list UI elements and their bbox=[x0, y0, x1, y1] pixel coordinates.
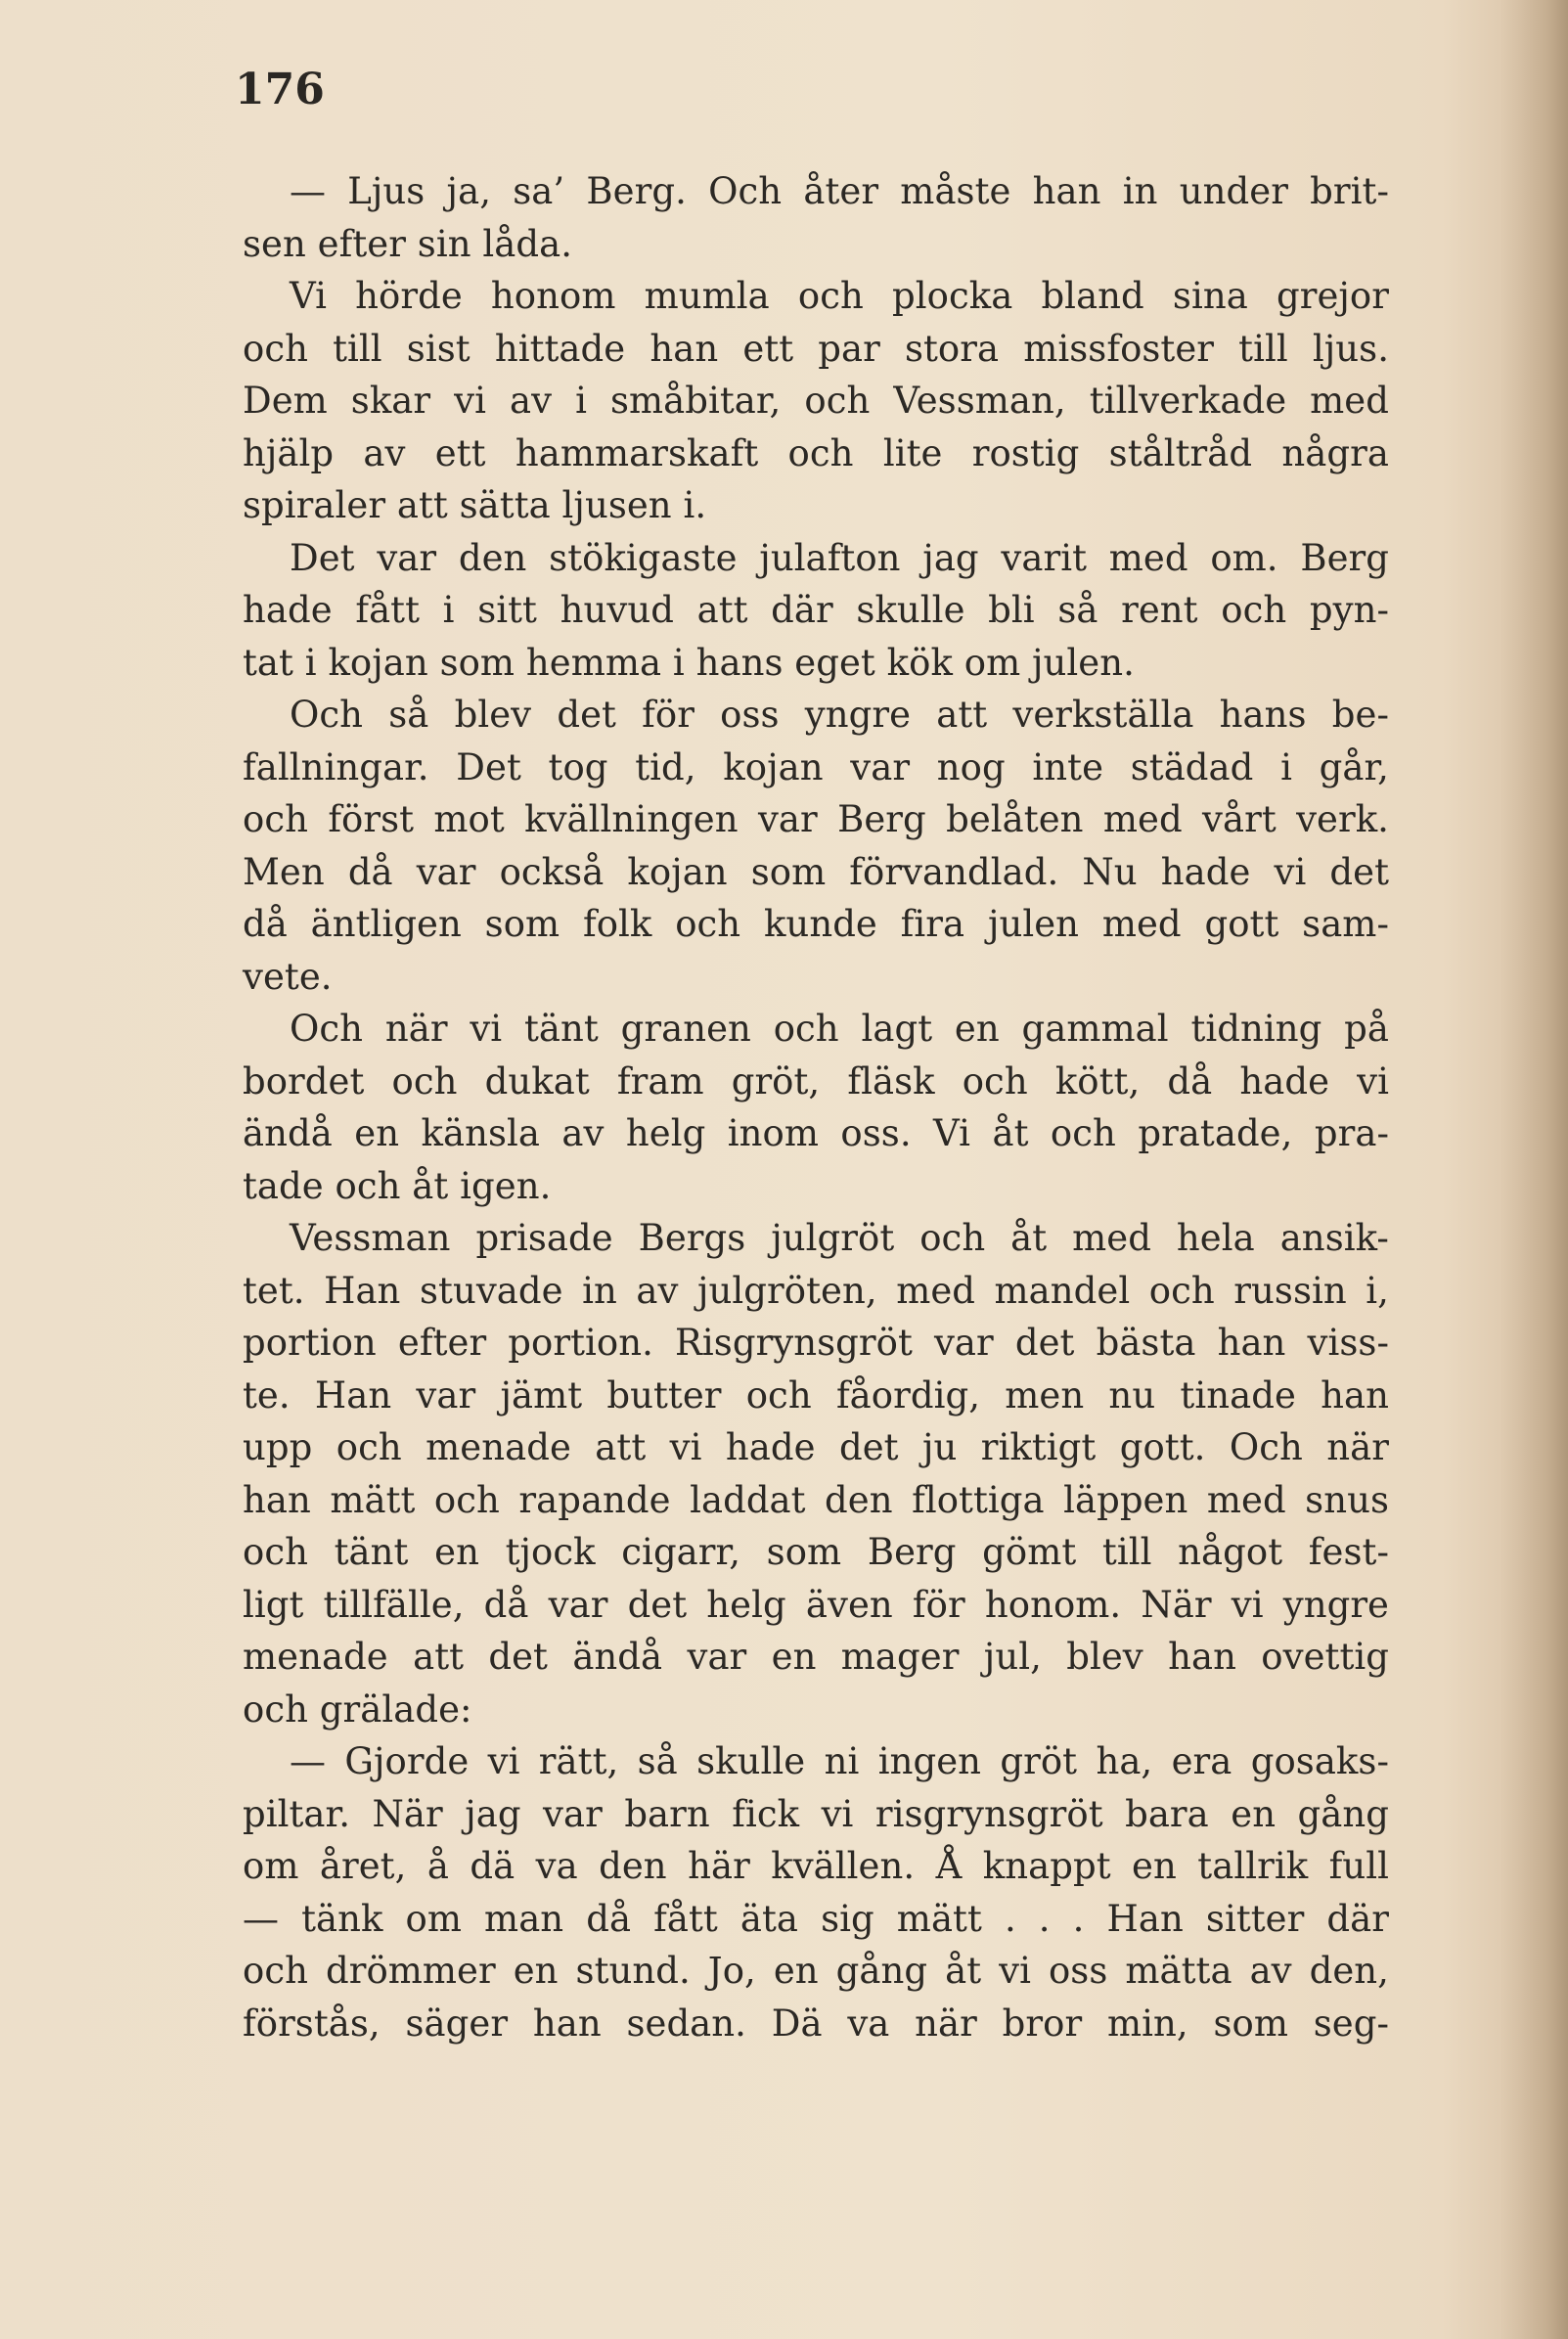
text-line: tade och åt igen. bbox=[243, 1164, 552, 1207]
text-line: och grälade: bbox=[243, 1687, 472, 1731]
text-line: vete. bbox=[243, 955, 333, 998]
text-line: och tänt en tjock cigarr, som Berg gömt till något fest- bbox=[243, 1531, 1389, 1573]
text-line: tet. Han stuvade in av julgröten, med mandel och russin i, bbox=[243, 1269, 1389, 1312]
text-line: portion efter portion. Risgrynsgröt var det bästa han viss- bbox=[243, 1322, 1389, 1364]
text-line: och till sist hittade han ett par stora missfoster till ljus. bbox=[243, 327, 1389, 370]
text-line: förstås, säger han sedan. Dä va när bror min, som seg- bbox=[243, 2002, 1389, 2045]
text-line: Vi hörde honom mumla och plocka bland sina grejor bbox=[290, 275, 1389, 317]
text-line: te. Han var jämt butter och fåordig, men nu tinade han bbox=[243, 1373, 1389, 1417]
text-line: spiraler att sätta ljusen i. bbox=[243, 484, 707, 526]
text-line: sen efter sin låda. bbox=[243, 222, 573, 265]
text-line: bordet och dukat fram gröt, fläsk och kött, då hade vi bbox=[243, 1059, 1389, 1102]
text-line: Men då var också kojan som förvandlad. Nu hade vi det bbox=[243, 850, 1389, 893]
text-line: Vessman prisade Bergs julgröt och åt med hela ansik- bbox=[290, 1217, 1389, 1259]
text-line: ändå en känsla av helg inom oss. Vi åt och pratade, pra- bbox=[243, 1112, 1389, 1154]
text-line: då äntligen som folk och kunde fira julen med gott sam- bbox=[243, 903, 1389, 945]
text-line: upp och menade att vi hade det ju riktigt gott. Och när bbox=[243, 1426, 1389, 1468]
text-line: — Gjorde vi rätt, så skulle ni ingen gröt ha, era gosaks- bbox=[290, 1740, 1389, 1782]
text-line: Och när vi tänt granen och lagt en gammal tidning på bbox=[290, 1008, 1389, 1050]
text-line: — tänk om man då fått äta sig mätt . . . Han sitter där bbox=[243, 1897, 1389, 1940]
text-line: tat i kojan som hemma i hans eget kök om julen. bbox=[243, 641, 1135, 684]
text-line: fallningar. Det tog tid, kojan var nog inte städad i går, bbox=[243, 745, 1389, 788]
text-line: om året, å dä va den här kvällen. Å knappt en tallrik full bbox=[243, 1845, 1389, 1887]
text-line: piltar. När jag var barn fick vi risgrynsgröt bara en gång bbox=[243, 1792, 1389, 1835]
text-line: ligt tillfälle, då var det helg även för honom. När vi yngre bbox=[243, 1583, 1389, 1626]
text-line: — Ljus ja, sa’ Berg. Och åter måste han in under brit- bbox=[290, 170, 1389, 212]
text-line: Och så blev det för oss yngre att verkställa hans be- bbox=[290, 694, 1389, 736]
text-line: hjälp av ett hammarskaft och lite rostig ståltråd några bbox=[243, 431, 1389, 474]
text-line: han mätt och rapande laddat den flottiga läppen med snus bbox=[243, 1478, 1389, 1521]
text-line: menade att det ändå var en mager jul, blev han ovettig bbox=[243, 1636, 1389, 1678]
text-line: hade fått i sitt huvud att där skulle bli så rent och pyn- bbox=[243, 589, 1389, 631]
page-number: 176 bbox=[235, 65, 325, 114]
page-edge-shadow bbox=[1500, 0, 1568, 2339]
text-line: och först mot kvällningen var Berg belåten med vårt verk. bbox=[243, 798, 1389, 840]
text-line: Det var den stökigaste julafton jag varit med om. Berg bbox=[290, 536, 1389, 579]
body-text bbox=[243, 165, 1389, 2049]
text-line: Dem skar vi av i småbitar, och Vessman, tillverkade med bbox=[243, 380, 1389, 422]
text-line: och drömmer en stund. Jo, en gång åt vi oss mätta av den, bbox=[243, 1950, 1389, 1992]
